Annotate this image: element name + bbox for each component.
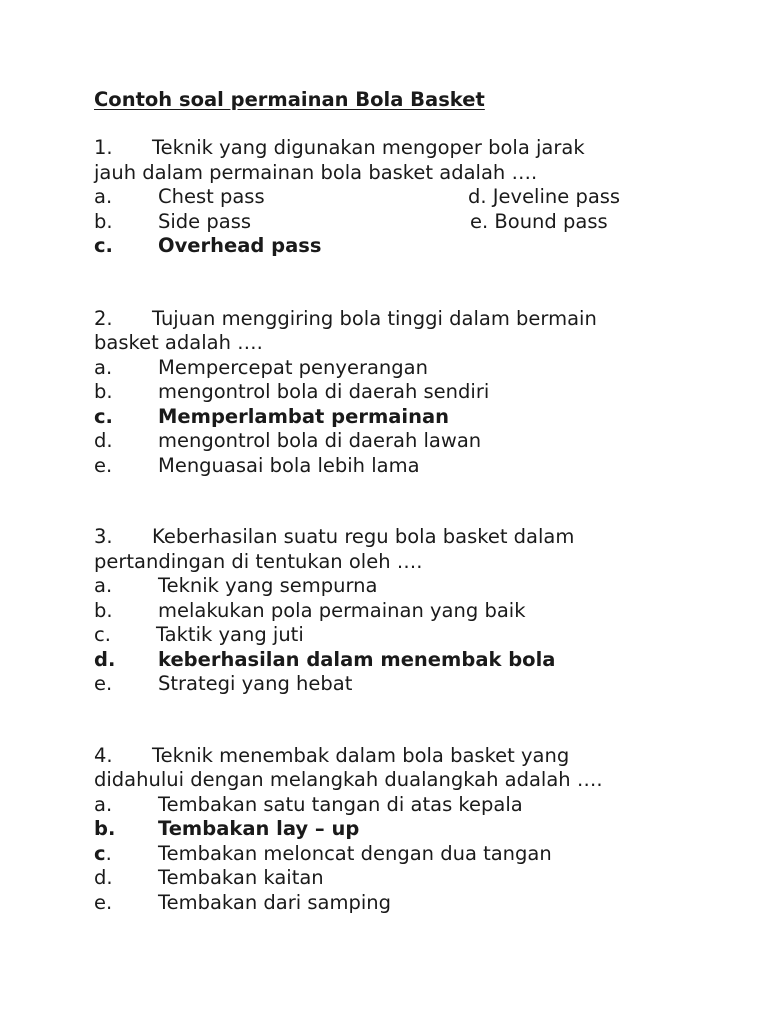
option-row <box>94 574 694 599</box>
question-1 <box>94 136 694 259</box>
option-letter: b. <box>94 209 113 233</box>
question-2 <box>94 307 694 479</box>
option-letter: b. <box>94 817 116 840</box>
question-text-line: didahului dengan melangkah dualangkah adalah …. <box>94 768 603 791</box>
option-text: Teknik yang sempurna <box>158 574 378 597</box>
question-text-line: jauh dalam permainan bola basket adalah …. <box>94 160 538 184</box>
option-letter: e. <box>94 672 113 695</box>
question-text-line <box>94 307 694 332</box>
option-text: Strategi yang hebat <box>158 672 353 695</box>
option-row <box>94 623 694 648</box>
option-row <box>94 380 694 405</box>
option-letter: d. <box>94 647 116 671</box>
option-text: melakukan pola permainan yang baik <box>158 598 526 622</box>
option-letter-bold: c <box>94 841 106 865</box>
option-row-answer <box>94 648 694 673</box>
question-text-line: pertandingan di tentukan oleh …. <box>94 549 423 573</box>
option-text: Tembakan lay – up <box>158 817 360 840</box>
option-row <box>94 866 694 891</box>
document-title: Contoh soal permainan Bola Basket <box>94 88 485 111</box>
option-row <box>94 599 694 624</box>
option-text: mengontrol bola di daerah sendiri <box>158 380 490 403</box>
option-letter: e. <box>94 453 113 477</box>
question-text-line <box>94 744 694 769</box>
option-text: keberhasilan dalam menembak bola <box>158 647 556 671</box>
option-row <box>94 429 694 454</box>
option-right-column: d. Jeveline pass <box>468 185 621 208</box>
question-number: 4. <box>94 743 113 767</box>
document-page <box>94 86 694 915</box>
option-text: Mempercepat penyerangan <box>158 355 428 379</box>
option-row <box>94 891 694 916</box>
question-4 <box>94 744 694 916</box>
option-letter: c. <box>94 623 111 646</box>
question-text-line: basket adalah …. <box>94 331 263 354</box>
option-right-column: e. Bound pass <box>470 209 608 233</box>
question-text: Teknik yang digunakan mengoper bola jarak <box>152 136 585 159</box>
option-row <box>94 672 694 697</box>
question-text-line <box>94 525 694 550</box>
option-row <box>94 356 694 381</box>
option-text: mengontrol bola di daerah lawan <box>158 429 482 452</box>
question-3 <box>94 525 694 697</box>
option-row-answer <box>94 234 694 259</box>
option-row <box>94 454 694 479</box>
option-text: Overhead pass <box>158 234 322 257</box>
option-letter: c. <box>94 404 113 428</box>
option-text: Tembakan satu tangan di atas kepala <box>158 792 523 816</box>
option-text: Taktik yang juti <box>156 623 304 646</box>
option-letter: c. <box>94 234 113 257</box>
option-letter: a. <box>94 574 113 597</box>
option-letter: a. <box>94 185 113 208</box>
option-letter: a. <box>94 792 113 816</box>
option-row-answer <box>94 817 694 842</box>
option-letter: c. <box>94 841 112 865</box>
option-letter: b. <box>94 598 113 622</box>
option-text: Menguasai bola lebih lama <box>158 453 420 477</box>
question-number: 3. <box>94 525 113 548</box>
option-letter: a. <box>94 355 113 379</box>
option-row <box>94 793 694 818</box>
option-text: Chest pass <box>158 185 265 208</box>
option-row-answer <box>94 405 694 430</box>
question-text: Keberhasilan suatu regu bola basket dalam <box>152 525 575 548</box>
option-text: Tembakan meloncat dengan dua tangan <box>158 841 552 865</box>
question-text: Tujuan menggiring bola tinggi dalam bermain <box>152 306 597 330</box>
option-letter: b. <box>94 380 113 403</box>
option-letter: d. <box>94 429 113 452</box>
option-letter: d. <box>94 866 113 889</box>
option-text: Tembakan kaitan <box>158 866 324 889</box>
question-number: 1. <box>94 136 113 159</box>
question-number: 2. <box>94 306 113 330</box>
question-text-line <box>94 136 694 161</box>
option-text: Side pass <box>158 209 252 233</box>
question-text: Teknik menembak dalam bola basket yang <box>152 743 570 767</box>
option-row <box>94 210 694 235</box>
option-text: Tembakan dari samping <box>158 890 391 914</box>
option-text: Memperlambat permainan <box>158 404 450 428</box>
option-letter: e. <box>94 890 113 914</box>
option-row <box>94 185 694 210</box>
option-row <box>94 842 694 867</box>
